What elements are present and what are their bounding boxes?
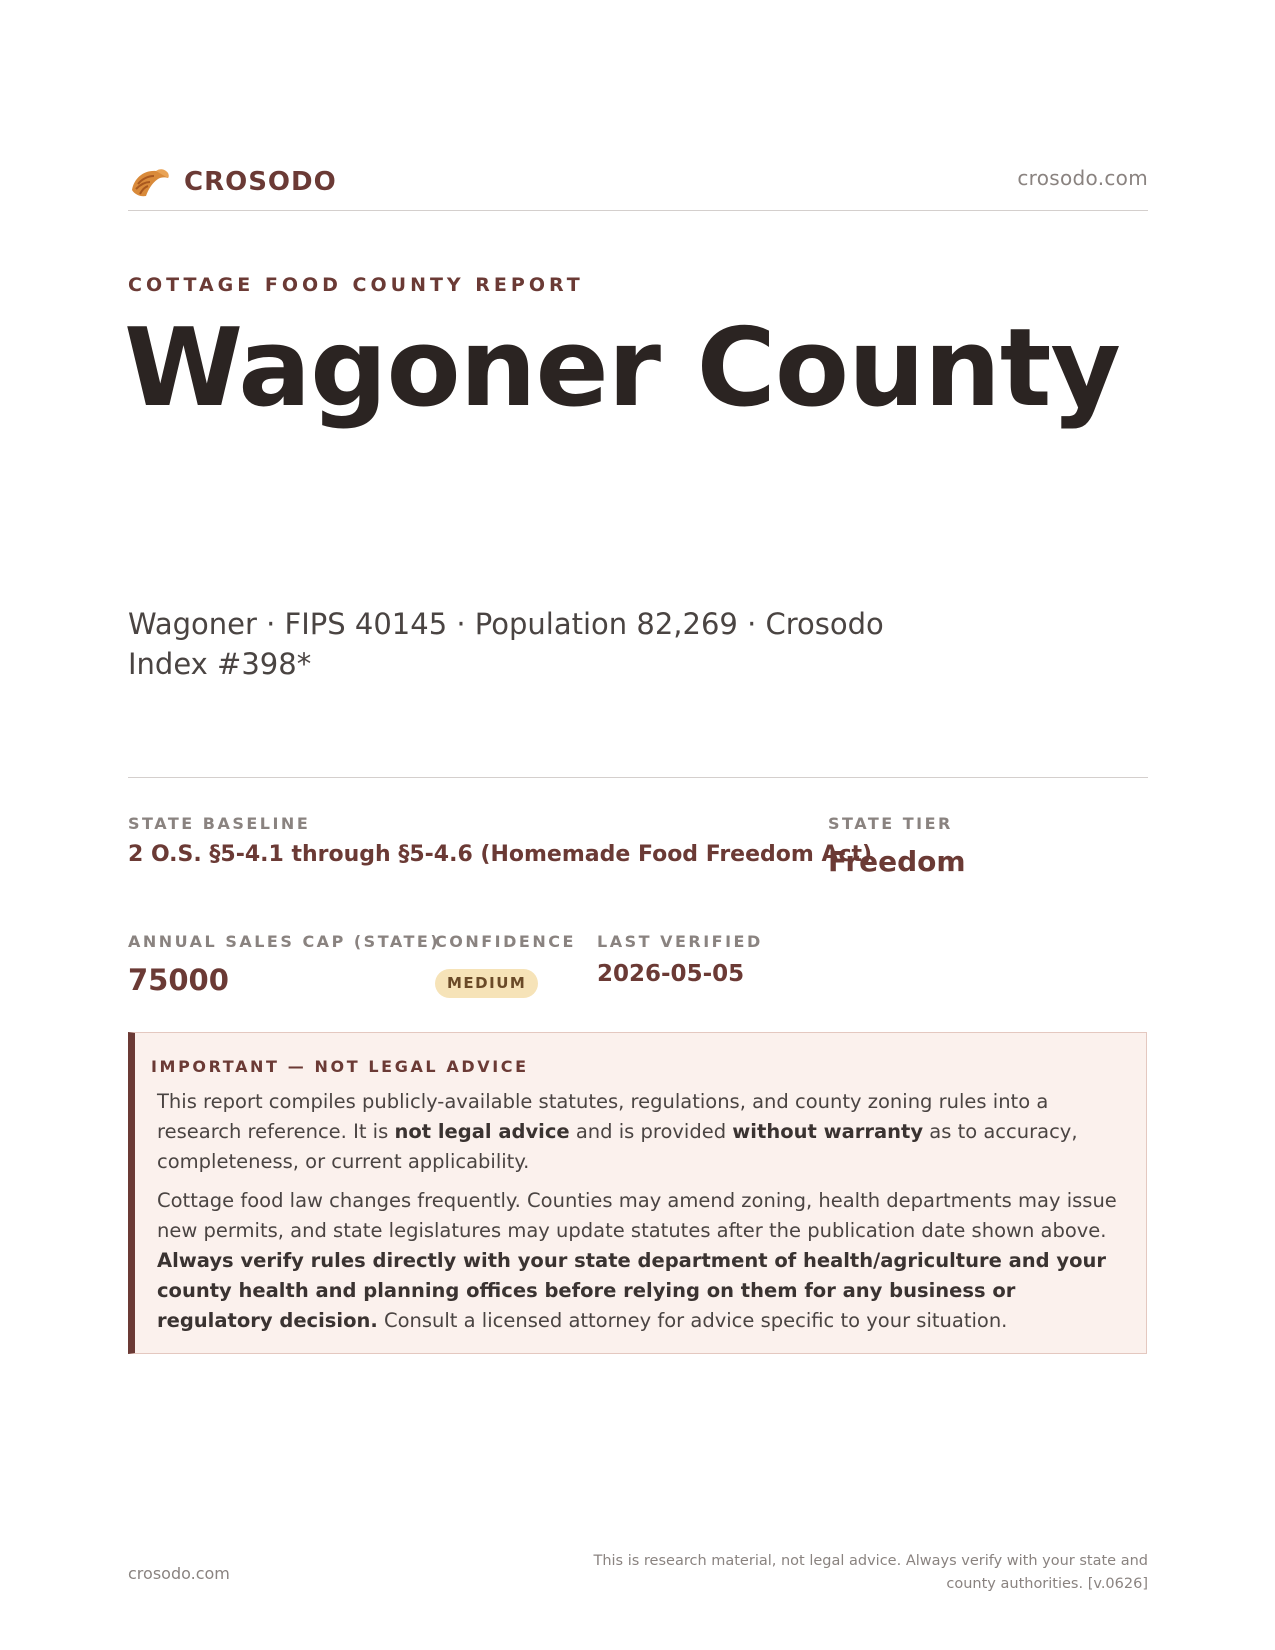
last-verified-label: LAST VERIFIED — [597, 932, 763, 951]
confidence-label: CONFIDENCE — [435, 932, 576, 951]
state-baseline-value: 2 O.S. §5-4.1 through §5-4.6 (Homemade Food Freedom Act) — [128, 842, 873, 867]
notice-text: and is provided — [569, 1120, 733, 1143]
site-url-link[interactable]: crosodo.com — [1017, 166, 1148, 190]
croissant-icon — [128, 160, 172, 204]
state-baseline-label: STATE BASELINE — [128, 814, 311, 833]
sales-cap-label: ANNUAL SALES CAP (STATE) — [128, 932, 441, 951]
county-title: Wagoner County — [124, 306, 1120, 431]
header-divider — [128, 210, 1148, 211]
legal-notice-title: IMPORTANT — NOT LEGAL ADVICE — [151, 1057, 529, 1076]
legal-notice-paragraph-1 — [157, 1087, 1127, 1177]
legal-notice-paragraph-2 — [157, 1186, 1127, 1336]
state-tier-label: STATE TIER — [828, 814, 953, 833]
notice-text: Cottage food law changes frequently. Counties may amend zoning, health departments may issue new permits, and state legislatures may update statutes after the publication date shown above. — [157, 1189, 1117, 1242]
confidence-badge: MEDIUM — [435, 969, 538, 998]
footer-disclaimer: This is research material, not legal advice. Always verify with your state and county authorities. [v.0626] — [593, 1553, 1148, 1592]
brand[interactable] — [128, 160, 337, 204]
state-tier-value: Freedom — [828, 845, 966, 878]
notice-emphasis: not legal advice — [394, 1120, 570, 1143]
county-subtitle: Wagoner · FIPS 40145 · Population 82,269 · Crosodo Index #398* — [128, 607, 884, 681]
brand-name: CROSODO — [184, 167, 337, 197]
footer-site-url-link[interactable]: crosodo.com — [128, 1564, 230, 1583]
notice-text: as to accuracy, completeness, or current applicability. — [157, 1120, 1078, 1173]
notice-text: Consult a licensed attorney for advice specific to your situation. — [377, 1309, 1008, 1332]
section-divider — [128, 777, 1148, 778]
last-verified-value: 2026-05-05 — [597, 961, 745, 987]
notice-emphasis: without warranty — [732, 1120, 924, 1143]
report-eyebrow: COTTAGE FOOD COUNTY REPORT — [128, 274, 584, 296]
notice-emphasis: Always verify rules directly with your state department of health/agriculture and your county health and planning offices before relying on them for any business or regulatory decision. — [157, 1249, 1107, 1332]
notice-text: This report compiles publicly-available statutes, regulations, and county zoning rules into a research reference. It is — [157, 1090, 1049, 1143]
sales-cap-value: 75000 — [128, 963, 229, 997]
